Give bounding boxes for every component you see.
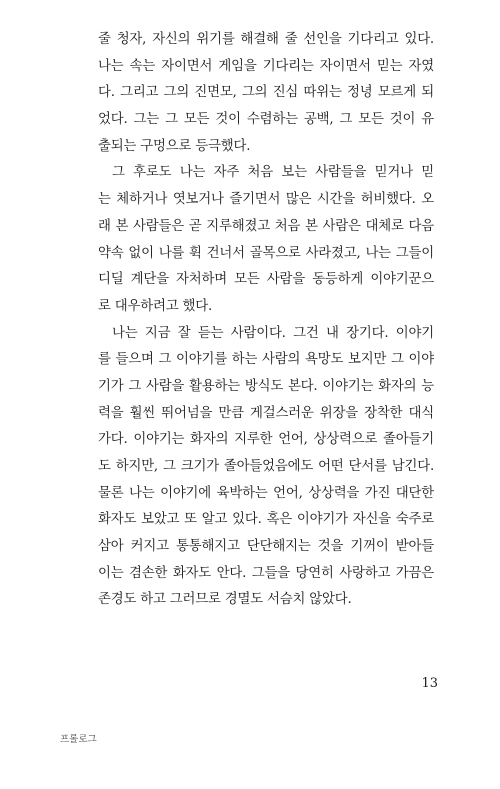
text-line: 물론 나는 이야기에 육박하는 언어, 상상력을 가진 대단한 (98, 485, 434, 501)
text-line: 삼아 커지고 통통해지고 단단해지는 것을 기꺼이 받아들 (98, 539, 434, 555)
text-line: 이는 겸손한 화자도 안다. 그들을 당연히 사랑하고 가끔은 (98, 565, 434, 581)
paragraph (98, 321, 434, 615)
text-line: 그 후로도 나는 자주 처음 보는 사람들을 믿거나 믿 (112, 165, 434, 181)
text-line: 를 들으며 그 이야기를 하는 사람의 욕망도 보지만 그 이야 (98, 352, 434, 368)
text-line: 화자도 보았고 또 알고 있다. 혹은 이야기가 자신을 숙주로 (98, 512, 434, 528)
text-line: 다. 그리고 그의 진면모, 그의 진심 따위는 정녕 모르게 되 (98, 85, 434, 101)
paragraph (98, 160, 434, 320)
text-line: 약속 없이 나를 휙 건너서 골목으로 사라졌고, 나는 그들이 (98, 245, 434, 261)
text-line: 출되는 구멍으로 등극했다. (98, 138, 251, 154)
text-line: 었다. 그는 그 모든 것이 수렴하는 공백, 그 모든 것이 유 (98, 112, 434, 128)
text-line: 는 체하거나 엿보거나 즐기면서 많은 시간을 허비했다. 오 (98, 192, 434, 208)
text-line: 로 대우하려고 했다. (98, 298, 213, 314)
text-line: 디딜 계단을 자처하며 모든 사람을 동등하게 이야기꾼으 (98, 272, 435, 288)
text-line: 나는 지금 잘 듣는 사람이다. 그건 내 장기다. 이야기 (112, 325, 434, 341)
text-line: 줄 청자, 자신의 위기를 해결해 줄 선인을 기다리고 있다. (98, 32, 434, 47)
paragraph (98, 27, 434, 160)
text-line: 존경도 하고 그러므로 경멸도 서슴치 않았다. (98, 592, 352, 608)
text-line: 가다. 이야기는 화자의 지루한 언어, 상상력으로 졸아들기 (98, 432, 434, 448)
running-footer: 프롤로그 (60, 734, 97, 745)
body-text (98, 27, 434, 614)
text-line: 기가 그 사람을 활용하는 방식도 본다. 이야기는 화자의 능 (98, 378, 434, 394)
text-line: 나는 속는 자이면서 게임을 기다리는 자이면서 믿는 자였 (98, 58, 434, 74)
text-line: 도 하지만, 그 크기가 졸아들었음에도 어떤 단서를 남긴다. (98, 459, 434, 474)
page-number: 13 (421, 676, 438, 691)
text-line: 력을 훨씬 뛰어넘을 만큼 게걸스러운 위장을 장착한 대식 (98, 405, 434, 421)
text-line: 래 본 사람들은 곧 지루해졌고 처음 본 사람은 대체로 다음 (98, 218, 434, 234)
